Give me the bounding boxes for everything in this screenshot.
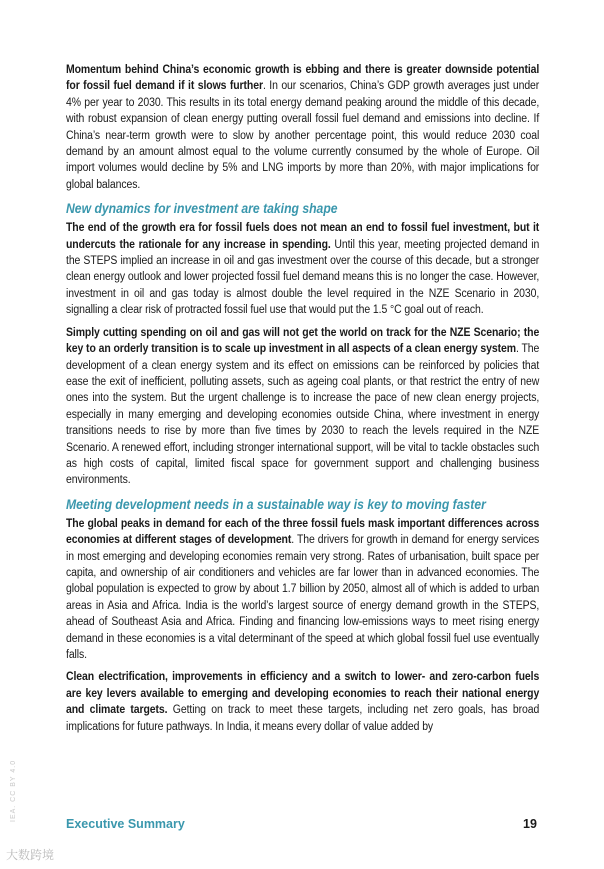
paragraph-clean-investment xyxy=(66,325,539,489)
paragraph-text: Getting on track to meet these targets, including net zero goals, has broad implications for future pathways. In India, it means every dollar of value added by xyxy=(66,704,540,733)
lead-sentence: Clean electrification, improvements in efficiency and a switch to lower- and zero-carbon fuels are key levers available to emerging and developing economies to reach their national energy and climate targets. xyxy=(66,671,540,717)
watermark: 大数跨境 xyxy=(6,848,55,862)
footer-section-title: Executive Summary xyxy=(66,817,185,831)
paragraph-text: . The drivers for growth in demand for energy services in most emerging and developing economies remain very strong. Rates of urbanisation, built space per capita, and ownership of air conditioners and vehicles are far lower than in advanced economies. The global population is expected to grow by about 1.7 billion by 2050, almost all of which is added to urban areas in Asia and Africa. India is the world’s largest source of energy demand growth in the STEPS, ahead of Southeast Asia and Africa. Finding and financing low-emissions ways to meet rising energy demand in these economies is a vital determinant of the speed at which global fossil fuel use eventually falls. xyxy=(66,534,540,661)
section-heading-development: Meeting development needs in a sustainable way is key to moving faster xyxy=(66,496,486,512)
paragraph-text: . In our scenarios, China’s GDP growth averages just under 4% per year to 2030. This results in its total energy demand peaking around the middle of this decade, with robust expansion of clean energy putting overall fossil fuel demand and emissions into decline. If China’s near-term growth were to slow by another percentage point, this would reduce 2030 coal demand by an amount almost equal to the volume currently consumed by the whole of Europe. Oil import volumes would decline by 5% and LNG imports by more than 20%, with major implications for global balances. xyxy=(66,80,540,191)
lead-sentence: The global peaks in demand for each of the three fossil fuels mask important differences across economies at different stages of development xyxy=(66,517,540,547)
paragraph-clean-electrification xyxy=(66,669,539,735)
page-number: 19 xyxy=(523,817,537,831)
paragraph-text: Until this year, meeting projected demand in the STEPS implied an increase in oil and gas investment over the course of this decade, but a stronger clean energy outlook and lower projected fossil fuel demand means this is no longer the case. However, investment in oil and gas today is almost double the level required in the NZE Scenario in 2030, signalling a clear risk of protracted fossil fuel use that would put the 1.5 °C goal out of reach. xyxy=(66,238,540,317)
document-body xyxy=(66,62,539,741)
license-note: IEA. CC BY 4.0 xyxy=(10,759,17,822)
lead-sentence: Momentum behind China’s economic growth is ebbing and there is greater downside potential for fossil fuel demand if it slows further xyxy=(66,64,540,93)
paragraph-text: . The development of a clean energy system and its effect on emissions can be reinforced by policies that ease the exit of inefficient, polluting assets, such as ageing coal plants, or that restrict the entry of new ones into the system. But the urgent challenge is to increase the pace of new clean energy projects, especially in many emerging and developing economies outside China, where investment in energy transitions needs to rise by more than five times by 2030 to reach the levels required in the NZE Scenario. A renewed effort, including stronger international support, will be vital to tackle obstacles such as high costs of capital, limited fiscal space for government support and challenging business environments. xyxy=(66,343,540,487)
section-heading-investment: New dynamics for investment are taking shape xyxy=(66,201,338,217)
lead-sentence: The end of the growth era for fossil fuels does not mean an end to fossil fuel investment, but it undercuts the rationale for any increase in spending. xyxy=(66,222,540,251)
lead-sentence: Simply cutting spending on oil and gas will not get the world on track for the NZE Scenario; the key to an orderly transition is to scale up investment in all aspects of a clean energy system xyxy=(66,326,540,356)
paragraph-fossil-investment xyxy=(66,220,539,318)
paragraph-china-growth xyxy=(66,62,539,193)
paragraph-global-peaks xyxy=(66,516,539,664)
